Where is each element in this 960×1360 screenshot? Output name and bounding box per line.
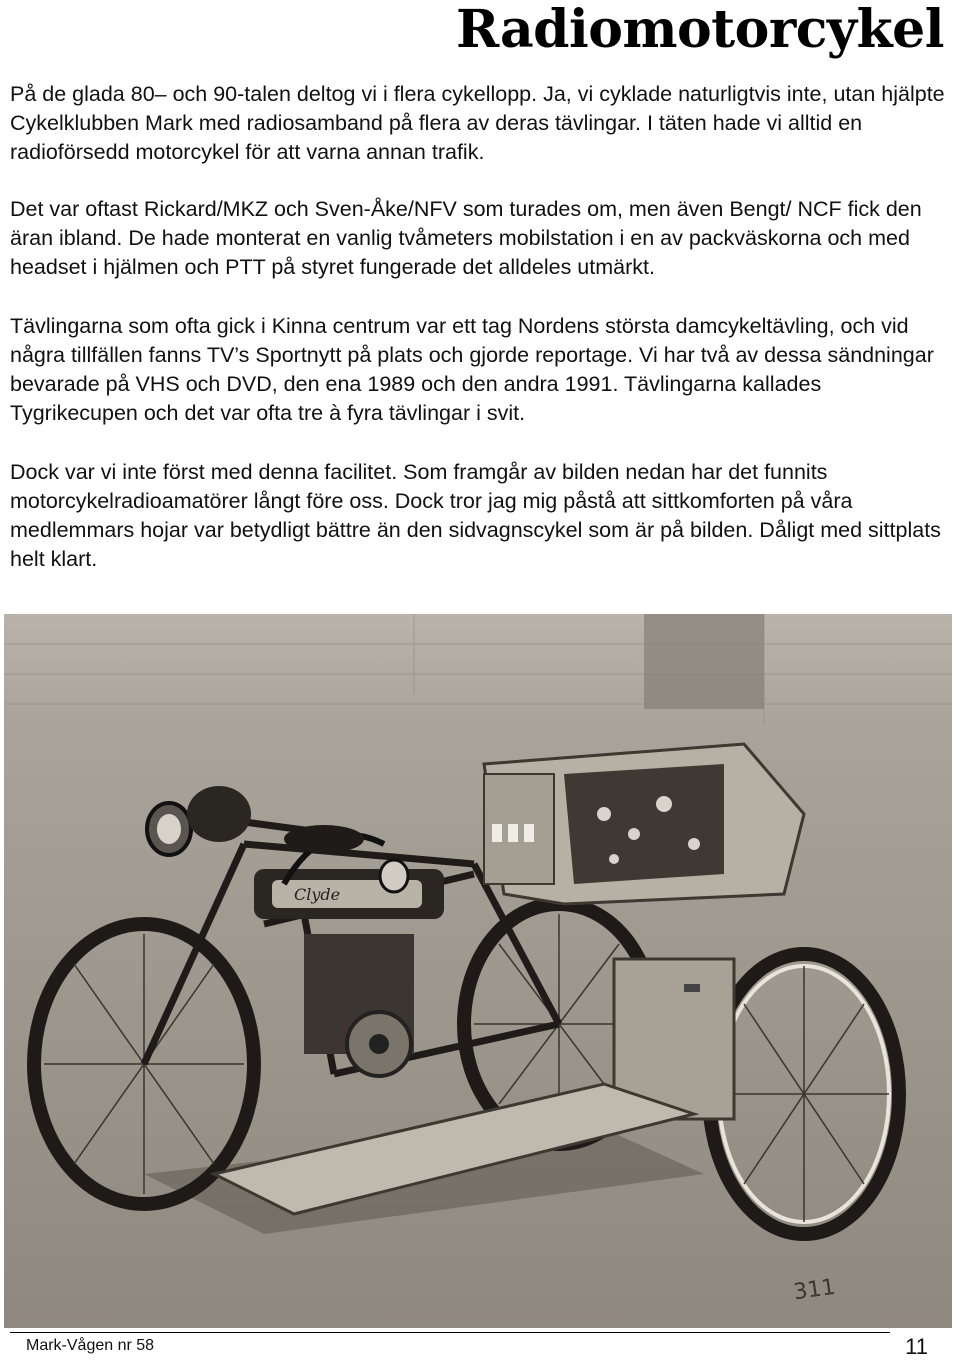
paragraph-3: Tävlingarna som ofta gick i Kinna centrum var ett tag Nordens största damcykeltävling, och vid några tillfällen fanns TV’s Sportnytt på plats och gjorde reportage. Vi har två av dessa sändningar bevarade på VHS och DVD, den ena 1989 och den andra 1991. Tävlingarna kallades Tygrikecupen och det var ofta tre à fyra tävlingar i svit. (10, 314, 934, 425)
sidecar-wheel (709, 954, 899, 1234)
paragraph-4: Dock var vi inte först med denna facilitet. Som framgår av bilden nedan har det funnits motorcykelradioamatörer långt före oss. Dock tror jag mig påstå att sittkomforten på våra medlemmars hojar var betydligt bättre än den sidvagnscykel som är på bilden. Dåligt med sittplats helt klart. (10, 460, 941, 571)
paragraph-2: Det var oftast Rickard/MKZ och Sven-Åke/NFV som turades om, men även Bengt/ NCF fick den äran ibland. De hade monterat en vanlig tvåmeters mobilstation i en av packväskorna och med headset i hjälmen och PTT på styret fungerade det alldeles utmärkt. (10, 197, 922, 279)
photo-corner-mark: 311 (792, 1274, 838, 1306)
sidecar-motorcycle-photo (4, 614, 952, 1328)
fuel-tank (254, 869, 444, 919)
publication-name: Mark-Vågen nr 58 (26, 1337, 155, 1354)
radio-box (484, 744, 804, 904)
page-number: 11 (905, 1334, 928, 1359)
paragraph-1: På de glada 80– och 90-talen deltog vi i flera cykellopp. Ja, vi cyklade naturligtvis inte, utan hjälpte Cykelklubben Mark med radiosamband på flera av deras tävlingar. I täten hade vi alltid en radioförsedd motorcykel för att varna annan trafik. (10, 82, 945, 164)
tank-label: Clyde (294, 885, 341, 904)
footer-rule (10, 1332, 890, 1333)
article-body (10, 80, 946, 602)
page-title: Radiomotorcykel (456, 0, 944, 60)
